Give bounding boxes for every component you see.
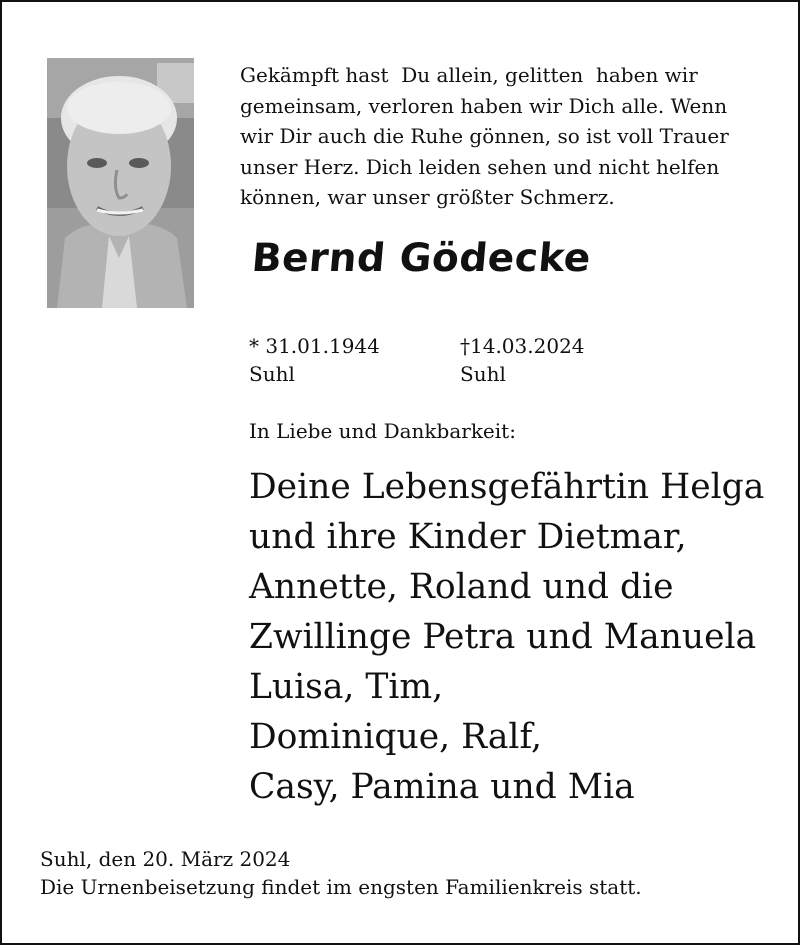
birth-info [249,332,380,388]
mourners-intro: In Liebe und Dankbarkeit: [249,419,516,443]
mourner-line: Deine Lebensgefährtin Helga [249,467,765,507]
portrait-photo [47,58,194,308]
mourner-line: Annette, Roland und die [249,567,674,607]
death-place: Suhl [460,362,506,386]
poem-line: können, war unser größter Schmerz. [240,185,615,209]
mourner-line: Zwillinge Petra und Manuela [249,617,757,657]
footer [40,845,642,901]
poem-line: Gekämpft hast Du allein, gelitten haben wir [240,63,698,87]
mourner-line: Casy, Pamina und Mia [249,767,635,807]
death-date: †14.03.2024 [460,334,585,358]
burial-notice: Die Urnenbeisetzung findet im engsten Familienkreis statt. [40,875,642,899]
deceased-name: Bernd Gödecke [250,236,593,281]
poem-verse [240,60,780,213]
poem-line: gemeinsam, verloren haben wir Dich alle. Wenn [240,93,728,118]
death-info [460,332,585,388]
poem-line: unser Herz. Dich leiden sehen und nicht helfen [240,154,720,179]
mourner-line: und ihre Kinder Dietmar, [249,517,687,557]
birth-date: * 31.01.1944 [249,334,380,358]
place-date: Suhl, den 20. März 2024 [40,847,291,871]
mourners-list [249,462,789,812]
birth-place: Suhl [249,362,295,386]
mourner-line: Dominique, Ralf, [249,717,542,757]
mourner-line: Luisa, Tim, [249,667,444,707]
poem-line: wir Dir auch die Ruhe gönnen, so ist voll Trauer [240,124,729,148]
